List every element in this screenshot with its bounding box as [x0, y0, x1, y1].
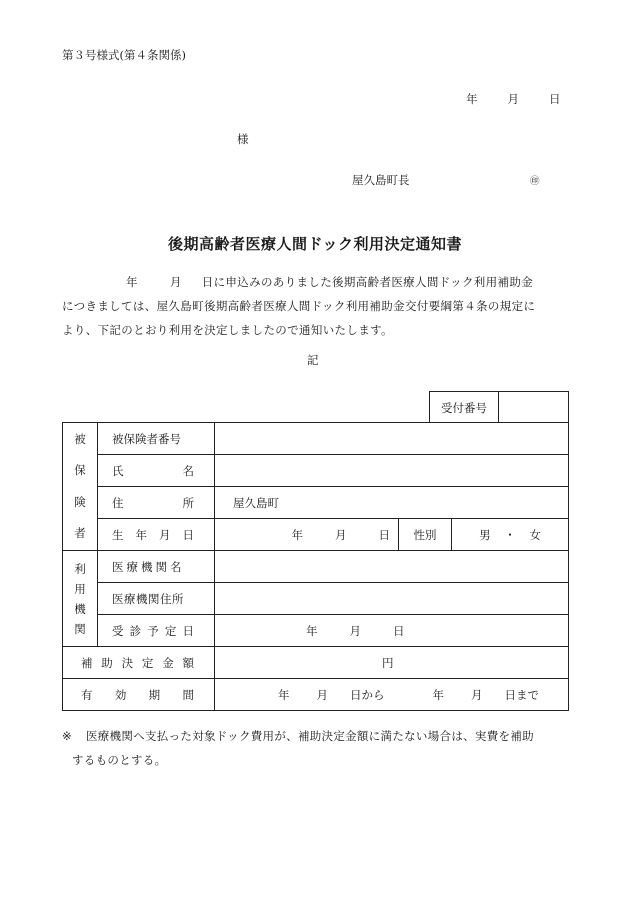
address-label: 住 所 — [98, 487, 215, 519]
note-line-1: 医療機関へ支払った対象ドック費用が、補助決定金額に満たない場合は、実費を補助 — [86, 729, 534, 743]
body-line-3: より、下記のとおり利用を決定しましたので通知いたします。 — [62, 323, 393, 337]
exam-date-label: 受 診 予 定 日 — [98, 615, 215, 647]
date-day: 日 — [549, 92, 561, 106]
date-year: 年 — [466, 92, 478, 106]
exam-date-field[interactable]: 年 月 日 — [215, 615, 569, 647]
sex-label: 性別 — [399, 519, 452, 551]
seal-mark: ㊞ — [530, 176, 540, 187]
receipt-number-label: 受付番号 — [430, 392, 499, 423]
receipt-number-field[interactable] — [499, 392, 568, 423]
note-mark: ※ — [62, 729, 72, 743]
issue-date — [466, 91, 561, 107]
receipt-number-box — [429, 391, 569, 423]
amount-field[interactable]: 円 — [215, 647, 569, 679]
dob-label: 生 年 月 日 — [98, 519, 215, 551]
body-line-2: につきましては、屋久島町後期高齢者医療人間ドック利用補助金交付要綱第４条の規定に — [62, 299, 536, 313]
dob-field[interactable]: 年 月 日 — [215, 519, 399, 551]
name-label: 氏 名 — [98, 455, 215, 487]
period-field[interactable]: 年 月 日から 年 月 日まで — [215, 679, 569, 711]
body-line-1: 年 月 日に申込みのありました後期高齢者医療人間ドック利用補助金 — [126, 275, 534, 289]
sender: 屋久島町長 — [352, 173, 410, 187]
addressee: 様 — [237, 132, 249, 146]
note-line-2: するものとする。 — [72, 753, 167, 767]
facility-address-label: 医療機関住所 — [98, 583, 215, 615]
period-label: 有 効 期 間 — [63, 679, 215, 711]
details-table — [62, 422, 569, 711]
sex-field[interactable]: 男 ・ 女 — [452, 519, 569, 551]
footnote — [62, 724, 572, 772]
facility-name-label: 医療機関名 — [98, 551, 215, 583]
document-title: 後期高齢者医療人間ドック利用決定通知書 — [168, 235, 462, 253]
body-text — [62, 270, 570, 342]
address-field[interactable]: 屋久島町 — [215, 487, 569, 519]
name-field[interactable] — [215, 455, 569, 487]
insured-number-label: 被保険者番号 — [98, 423, 215, 455]
amount-label: 補 助 決 定 金 額 — [63, 647, 215, 679]
form-number: 第３号様式(第４条関係) — [62, 48, 186, 62]
date-month: 月 — [507, 92, 519, 106]
facility-group-label: 利 用 機 関 — [63, 551, 98, 647]
facility-address-field[interactable] — [215, 583, 569, 615]
facility-name-field[interactable] — [215, 551, 569, 583]
insured-number-field[interactable] — [215, 423, 569, 455]
ki-heading: 記 — [307, 353, 319, 367]
insured-group-label: 被 保 険 者 — [63, 423, 98, 551]
